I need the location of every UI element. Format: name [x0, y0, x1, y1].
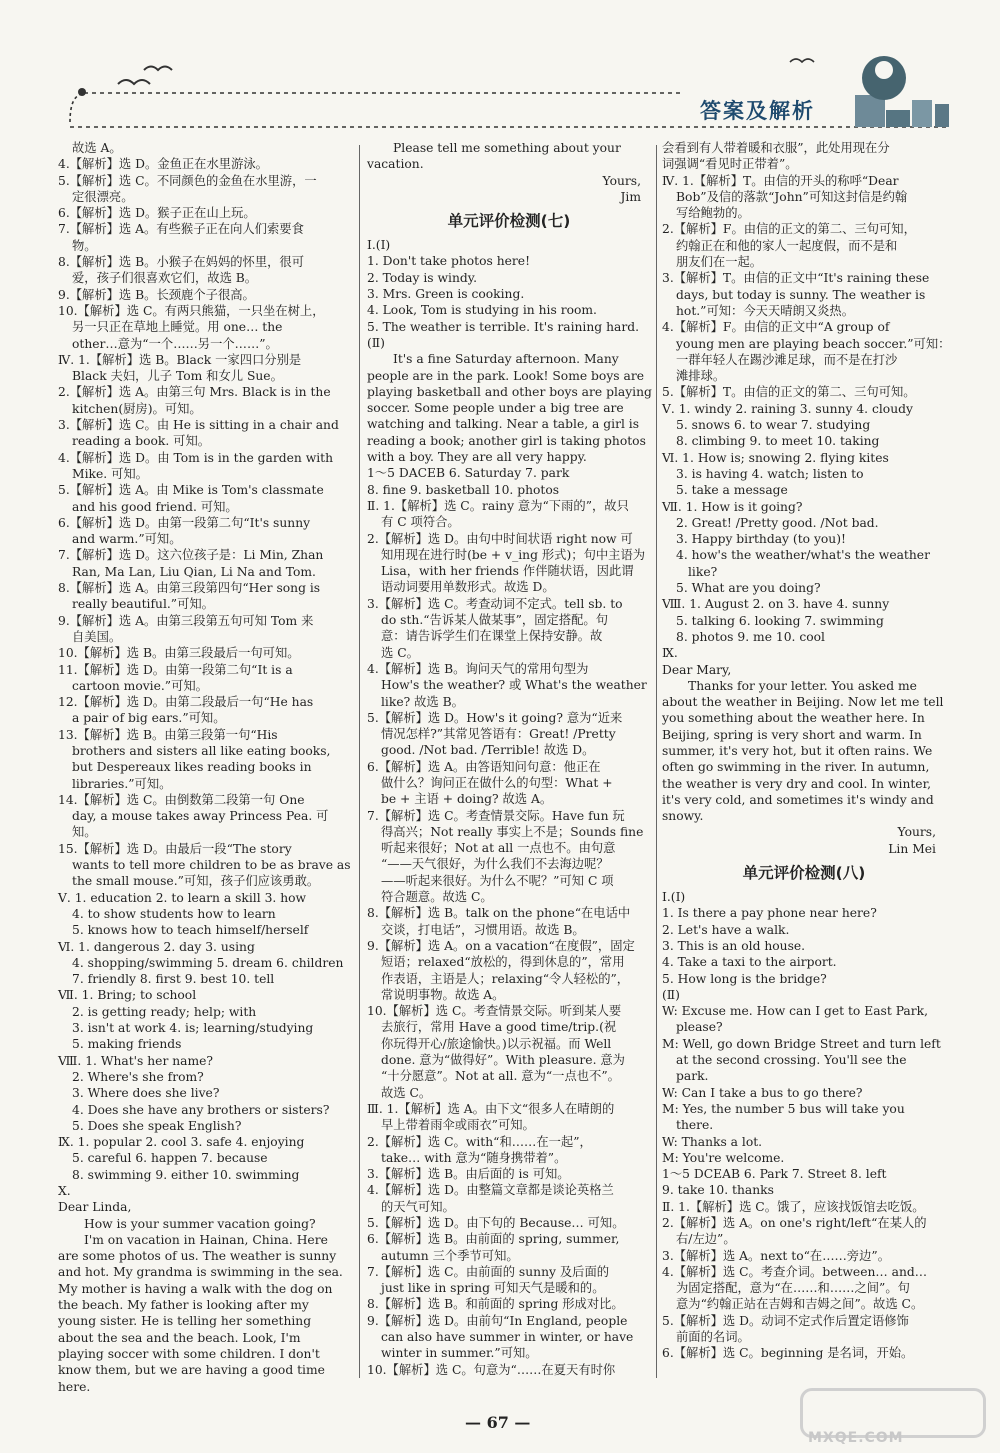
answer-line: and hot. My grandma is swimming in the sea. — [58, 1265, 343, 1280]
answer-line: 词强调“看见时正带着”。 — [662, 157, 798, 172]
answer-line: 14.【解析】选 C。由倒数第二段第一句 One — [58, 792, 305, 807]
answer-line: Ⅴ. 1. windy 2. raining 3. sunny 4. cloudy — [662, 401, 913, 416]
answer-line: 2. Great! /Pretty good. /Not bad. — [676, 515, 879, 530]
answer-line: 5. careful 6. happen 7. because — [72, 1151, 268, 1166]
answer-line: 3.【解析】选 C。由 He is sitting in a chair and — [58, 418, 339, 433]
answer-line: 4. Look, Tom is studying in his room. — [367, 303, 597, 318]
answer-line: 4.【解析】选 B。询问天气的常用句型为 — [367, 661, 589, 676]
answer-line: 5. Does she speak English? — [72, 1118, 242, 1133]
answer-line: 4. Take a taxi to the airport. — [662, 955, 837, 970]
answer-line: 一群年轻人在踢沙滩足球，而不是在打沙 — [676, 352, 898, 367]
answer-line: 4.【解析】选 D。由 Tom is in the garden with — [58, 450, 334, 465]
answer-line: My mother is having a walk with the dog on — [58, 1281, 333, 1296]
answer-line: 7.【解析】选 C。由前面的 sunny 及后面的 — [367, 1264, 610, 1279]
answer-line: 意：请告诉学生们在课堂上保持安静。故 — [381, 629, 603, 644]
answer-line: 另一只正在草地上睡觉。用 one… the — [72, 320, 283, 335]
header-title: 答案及解析 — [700, 99, 815, 123]
answer-line: 符合题意。故选 C。 — [381, 890, 493, 905]
answer-line: 7. friendly 8. first 9. best 10. tell — [72, 972, 275, 987]
answer-line: Bob”及信的落款“John”可知这封信是约翰 — [676, 189, 908, 204]
answer-line: 3.【解析】选 C。考查动词不定式。tell sb. to — [367, 596, 623, 611]
answer-line: other…意为“一个……另一个……”。 — [72, 336, 278, 351]
answer-line: there. — [676, 1118, 714, 1133]
answer-line: 5. take a message — [676, 483, 788, 498]
answer-line: Ⅷ. 1. What's her name? — [58, 1053, 214, 1068]
answer-line: 10.【解析】选 C。考查情景交际。听到某人要 — [367, 1004, 622, 1019]
answer-line: 4. Does she have any brothers or sisters? — [72, 1102, 330, 1117]
answer-line: 12.【解析】选 D。由第二段最后一句“He has — [58, 695, 314, 710]
answer-line: 意为“约翰正站在吉姆和吉姆之间”。故选 C。 — [676, 1297, 924, 1312]
answer-line: 语动词要用单数形式。故选 D。 — [381, 580, 555, 595]
answer-line: libraries.”可知。 — [72, 776, 172, 791]
column-divider — [359, 145, 360, 1378]
answer-line: 8. fine 9. basketball 10. photos — [367, 482, 560, 497]
answer-line: M: Yes, the number 5 bus will take you — [662, 1101, 905, 1116]
answer-line: summer, it's very hot, but it often rains. We — [662, 743, 933, 758]
answer-line: really beautiful.”可知。 — [72, 597, 214, 612]
answer-line: Ⅸ. — [662, 646, 678, 661]
answer-line: young sister. He is telling her something — [58, 1314, 312, 1329]
answer-line: 听起来很好；Not at all 一点也不。由句意 — [381, 841, 616, 856]
answer-line: 2. is getting ready; help; with — [72, 1004, 257, 1019]
answer-line: 15.【解析】选 D。由最后一段“The story — [58, 841, 292, 856]
answer-line: 2. Today is windy. — [367, 270, 477, 285]
answer-line: about the sea and the beach. Look, I'm — [58, 1330, 301, 1345]
answer-line: 滩排球。 — [676, 369, 726, 384]
answer-line: do sth.“告诉某人做某事”，固定搭配。句 — [381, 613, 608, 628]
answer-line: 4. shopping/swimming 5. dream 6. children — [72, 955, 344, 970]
answer-line: 2.【解析】F。由信的正文的第二、三句可知， — [662, 222, 916, 237]
answer-line: 3. isn't at work 4. is; learning/studying — [72, 1021, 314, 1036]
answer-line: like? — [688, 564, 718, 579]
answer-line: Ⅶ. 1. How is it going? — [662, 499, 803, 514]
answer-line: 情况怎样?”其常见答语有：Great! /Pretty — [381, 727, 616, 742]
answer-line: 交谈，打电话”，习惯用语。故选 B。 — [381, 922, 585, 937]
answer-line: cartoon movie.”可知。 — [72, 678, 208, 693]
answer-line: kitchen(厨房)。可知。 — [72, 401, 202, 416]
answer-line: 1～5 DCEAB 6. Park 7. Street 8. left — [662, 1167, 887, 1182]
answer-line: Black 夫妇，儿子 Tom 和女儿 Sue。 — [72, 369, 283, 384]
answer-line: 7.【解析】选 D。这六位孩子是：Li Min, Zhan — [58, 548, 324, 563]
answer-line: 5. The weather is terrible. It's raining hard. — [367, 319, 639, 334]
answer-line: 选 C。 — [381, 645, 419, 660]
answer-line: W: Thanks a lot. — [662, 1134, 763, 1149]
answer-line: 3. This is an old house. — [662, 938, 806, 953]
answer-line: 5. snows 6. to wear 7. studying — [676, 418, 871, 433]
answer-line: playing basketball and other boys are playing — [367, 384, 652, 399]
answer-column-2 — [367, 140, 651, 1383]
answer-line: playing soccer with some children. I don't — [58, 1346, 320, 1361]
answer-line: a pair of big ears.”可知。 — [72, 711, 226, 726]
answer-line: at the second crossing. You'll see the — [676, 1053, 907, 1068]
answer-line: Mike. 可知。 — [72, 466, 148, 481]
answer-line: the beach. My father is looking after my — [58, 1298, 309, 1313]
answer-line: 3.【解析】选 A。next to“在……旁边”。 — [662, 1248, 890, 1263]
answer-line: 4. how's the weather/what's the weather — [676, 548, 930, 563]
answer-line: Ⅹ. — [58, 1184, 71, 1198]
answer-line: How's the weather? 或 What's the weather — [381, 678, 647, 693]
answer-line: good. /Not bad. /Terrible! 故选 D。 — [381, 743, 595, 758]
answer-line: 短语；relaxed“放松的，得到休息的”，常用 — [381, 955, 625, 970]
answer-line: 8. climbing 9. to meet 10. taking — [676, 434, 880, 449]
answer-line: it's very cold, and sometimes it's windy and — [662, 792, 934, 807]
answer-line: 5. How long is the bridge? — [662, 971, 827, 986]
answer-line: with a boy. They are all very happy. — [367, 450, 587, 465]
answer-line: ——听起来很好。为什么不呢？”可知 C 项 — [381, 873, 614, 888]
answer-line: M: You're welcome. — [662, 1150, 785, 1165]
answer-line: 为固定搭配，意为“在……和……之间”。句 — [676, 1281, 910, 1296]
answer-line: day, a mouse takes away Princess Pea. 可 — [72, 809, 329, 824]
answer-line: 6.【解析】选 D。猴子正在山上玩。 — [58, 206, 256, 221]
answer-line: 早上带着雨伞或雨衣”可知。 — [381, 1118, 535, 1133]
answer-line: Ⅵ. 1. How is; snowing 2. flying kites — [662, 450, 889, 465]
answer-line: It's a fine Saturday afternoon. Many — [393, 352, 619, 367]
answer-line: young men are playing beach soccer.”可知： — [676, 336, 951, 351]
answer-line: Beijing, spring is very short and warm. In — [662, 727, 922, 742]
answer-line: 常说明事物。故选 A。 — [381, 987, 505, 1002]
answer-line: 3. Happy birthday (to you)! — [676, 532, 846, 547]
answer-line: soccer. Some people under a big tree are — [367, 401, 624, 416]
answer-line: here. — [58, 1379, 91, 1394]
answer-line: 3. is having 4. watch; listen to — [676, 466, 864, 481]
header-decoration — [0, 0, 1000, 140]
answer-line: 5.【解析】T。由信的正文的第二、三句可知。 — [662, 385, 916, 400]
answer-line: Yours, — [602, 173, 641, 188]
answer-line: just like in spring 可知天气是暖和的。 — [381, 1281, 605, 1296]
answer-line: about the weather in Beijing. Now let me tell — [662, 695, 944, 710]
answer-line: 朋友们在一起。 — [676, 255, 763, 270]
answer-line: 8.【解析】选 B。和前面的 spring 形成对比。 — [367, 1297, 624, 1312]
answer-line: 4.【解析】选 D。金鱼正在水里游泳。 — [58, 157, 268, 172]
answer-line: Ran, Ma Lan, Liu Qian, Li Na and Tom. — [72, 564, 316, 579]
answer-line: watching and talking. Near a table, a girl is — [367, 417, 640, 432]
answer-line: 前面的名词。 — [676, 1330, 750, 1345]
answer-line: 定很漂亮。 — [72, 189, 134, 204]
answer-line: 故选 A。 — [72, 141, 122, 155]
answer-line: Ⅳ. 1.【解析】选 B。Black 一家四口分别是 — [58, 352, 302, 367]
answer-line: 6.【解析】选 C。beginning 是名词，开始。 — [662, 1346, 914, 1361]
answer-line: 3. Mrs. Green is cooking. — [367, 287, 525, 302]
answer-line: 1. Don't take photos here! — [367, 254, 531, 269]
answer-line: 作表语，主语是人；relaxing“令人轻松的”， — [381, 971, 630, 986]
answer-line: 5.【解析】选 D。由下句的 Because… 可知。 — [367, 1216, 625, 1230]
answer-line: days, but today is sunny. The weather is — [676, 287, 926, 302]
answer-line: Lisa，with her friends 作伴随状语，因此谓 — [381, 564, 634, 579]
answer-line: Dear Linda, — [58, 1200, 132, 1215]
answer-line: 4.【解析】选 C。考查介词。between… and… — [662, 1264, 928, 1279]
answer-line: snowy. — [662, 809, 704, 824]
answer-line: 4.【解析】F。由信的正文中“A group of — [662, 320, 890, 335]
answer-line: people are in the park. Look! Some boys are — [367, 368, 644, 383]
answer-line: 6.【解析】选 B。由前面的 spring, summer, — [367, 1232, 620, 1247]
answer-line: Ⅱ. 1.【解析】选 C。饿了，应该找饭馆去吃饭。 — [662, 1199, 925, 1214]
answer-line: Please tell me something about your — [393, 141, 621, 155]
watermark-logo — [800, 1388, 980, 1444]
answer-line: 6.【解析】选 D。由第一段第二句“It's sunny — [58, 515, 311, 530]
answer-line: Ⅶ. 1. Bring; to school — [58, 988, 197, 1003]
answer-line: Ⅸ. 1. popular 2. cool 3. safe 4. enjoying — [58, 1135, 305, 1150]
answer-line: 1～5 DACEB 6. Saturday 7. park — [367, 466, 570, 481]
answer-line: I'm on vacation in Hainan, China. Here — [84, 1232, 328, 1247]
answer-line: 5. What are you doing? — [676, 581, 821, 596]
answer-line: 2.【解析】选 D。由句中时间状语 right now 可 — [367, 531, 633, 546]
answer-line: 1. Is there a pay phone near here? — [662, 906, 877, 921]
page-number: — 67 — — [465, 1413, 531, 1432]
answer-line: winter in summer.”可知。 — [381, 1346, 538, 1361]
answer-line: 你玩得开心/旅途愉快。)以示祝福。而 Well — [381, 1036, 612, 1051]
answer-line: 知。 — [72, 825, 97, 840]
answer-line: 9.【解析】选 D。由前句“In England, people — [367, 1313, 628, 1328]
answer-line: and warm.”可知。 — [72, 532, 182, 547]
answer-line: Ⅰ.(Ⅰ) — [662, 890, 686, 905]
answer-line: “十分愿意”。Not at all. 意为“一点也不”。 — [381, 1069, 620, 1084]
answer-line: 7.【解析】选 C。考查情景交际。Have fun 玩 — [367, 808, 625, 823]
answer-line: 5. making friends — [72, 1037, 182, 1052]
answer-line: Dear Mary, — [662, 662, 732, 677]
answer-line: 知用现在进行时(be + v_ing 形式)；句中主语为 — [381, 547, 646, 562]
answer-line: 故选 C。 — [381, 1085, 432, 1100]
answer-line: M: Well, go down Bridge Street and turn left — [662, 1036, 941, 1051]
answer-line: reading a book. 可知。 — [72, 434, 211, 449]
answer-line: 2.【解析】选 C。with“和……在一起”， — [367, 1134, 592, 1149]
answer-line: often go swimming in the river. In autumn, — [662, 760, 930, 775]
answer-line: Jim — [620, 189, 641, 204]
answer-line: 去旅行，常用 Have a good time/trip.(祝 — [381, 1020, 617, 1035]
answer-line: Ⅵ. 1. dangerous 2. day 3. using — [58, 939, 255, 954]
answer-line: please? — [676, 1020, 723, 1035]
answer-line: 右/左边”。 — [676, 1232, 736, 1247]
answer-line: 9. take 10. thanks — [662, 1183, 774, 1198]
answer-line: wants to tell more children to be as brave as — [72, 858, 351, 873]
answer-line: the small mouse.”可知，孩子们应该勇敢。 — [72, 874, 320, 889]
answer-column-1 — [58, 140, 351, 1394]
answer-line: brothers and sisters all like eating books, — [72, 743, 331, 758]
page-header — [0, 0, 1000, 140]
answer-line: How is your summer vacation going? — [84, 1216, 316, 1231]
answer-line: 9.【解析】选 A。由第三段第五句可知 Tom 来 — [58, 613, 314, 628]
answer-line: 8.【解析】选 B。小猴子在妈妈的怀里，很可 — [58, 255, 305, 270]
answer-line: 8.【解析】选 A。由第三段第四句“Her song is — [58, 581, 321, 596]
answer-line: 会看到有人带着暖和衣服”，此处用现在分 — [662, 141, 890, 155]
answer-line: 3.【解析】选 B。由后面的 is 可知。 — [367, 1167, 570, 1182]
answer-line: done. 意为“做得好”。With pleasure. 意为 — [381, 1053, 625, 1068]
answer-line: and his good friend. 可知。 — [72, 499, 238, 514]
answer-line: 10.【解析】选 B。由第三段最后一句可知。 — [58, 646, 300, 661]
answer-line: 5.【解析】选 D。How's it going? 意为“近来 — [367, 710, 623, 725]
answer-line: 得高兴；Not really 事实上不是；Sounds fine — [381, 824, 644, 839]
answer-line: (Ⅱ) — [662, 987, 680, 1002]
answer-line: 2.【解析】选 A。由第三句 Mrs. Black is in the — [58, 385, 331, 400]
answer-line: 4. to show students how to learn — [72, 906, 276, 921]
answer-line: Ⅴ. 1. education 2. to learn a skill 3. how — [58, 890, 307, 905]
answer-line: are some photos of us. The weather is sunny — [58, 1249, 337, 1264]
answer-line: W: Can I take a bus to go there? — [662, 1085, 863, 1100]
answer-line: can also have summer in winter, or have — [381, 1330, 634, 1345]
answer-line: 有 C 项符合。 — [381, 515, 460, 530]
watermark-text: MXQE.COM — [808, 1430, 904, 1446]
answer-line: reading a book; another girl is taking photos — [367, 433, 646, 448]
answer-line: 10.【解析】选 C。句意为“……在夏天有时你 — [367, 1362, 616, 1377]
answer-line: 的天气可知。 — [381, 1199, 455, 1214]
answer-line: 物。 — [72, 238, 97, 253]
answer-line: 13.【解析】选 B。由第三段第一句“His — [58, 727, 278, 742]
answer-line: “——天气很好，为什么我们不去海边呢？ — [381, 857, 609, 872]
answer-line: Ⅳ. 1.【解析】T。由信的开头的称呼“Dear — [662, 173, 899, 188]
answer-line: 9.【解析】选 B。长颈鹿个子很高。 — [58, 287, 255, 302]
answer-line: 约翰正在和他的家人一起度假，而不是和 — [676, 238, 898, 253]
answer-line: you something about the weather here. In — [662, 711, 925, 726]
answer-line: Ⅱ. 1.【解析】选 C。rainy 意为“下雨的”，故只 — [367, 498, 629, 513]
answer-line: like? 故选 B。 — [381, 694, 464, 709]
answer-column-3 — [662, 140, 951, 1383]
answer-line: 写给鲍勃的。 — [676, 206, 750, 221]
answer-line: 2.【解析】选 A。on one's right/left“在某人的 — [662, 1216, 927, 1230]
answer-line: hot.”可知：今天天晴朗又炎热。 — [676, 303, 855, 318]
answer-line: know them, but we are having a good time — [58, 1363, 325, 1378]
answer-line: park. — [676, 1069, 709, 1084]
answer-line: 8.【解析】选 B。talk on the phone“在电话中 — [367, 906, 631, 921]
answer-line: Thanks for your letter. You asked me — [688, 678, 917, 693]
answer-line: W: Excuse me. How can I get to East Park, — [662, 1004, 928, 1019]
answer-line: 做什么？询问正在做什么的句型：What + — [381, 775, 613, 790]
answer-line: 3. Where does she live? — [72, 1086, 220, 1101]
answer-line: 5.【解析】选 C。不同颜色的金鱼在水里游，一 — [58, 173, 317, 188]
column-divider — [656, 145, 657, 1378]
answer-line: 7.【解析】选 A。有些猴子正在向人们索要食 — [58, 222, 304, 237]
answer-line: Yours, — [897, 825, 936, 840]
answer-line: 4.【解析】选 D。由整篇文章都是谈论英格兰 — [367, 1183, 614, 1198]
answer-line: 5.【解析】选 D。动词不定式作后置定语修饰 — [662, 1313, 909, 1328]
answer-line: 11.【解析】选 D。由第一段第二句“It is a — [58, 662, 293, 677]
answer-line: vacation. — [367, 157, 424, 172]
answer-line: 2. Let's have a walk. — [662, 922, 790, 937]
answer-line: Lin Mei — [888, 841, 936, 856]
answer-line: 3.【解析】T。由信的正文中“It's raining these — [662, 271, 930, 286]
answer-line: the weather is very dry and cool. In winter, — [662, 776, 932, 791]
answer-line: Ⅷ. 1. August 2. on 3. have 4. sunny — [662, 597, 890, 612]
answer-line: 8. photos 9. me 10. cool — [676, 629, 825, 644]
answer-line: 9.【解析】选 A。on a vacation“在度假”，固定 — [367, 938, 635, 953]
answer-line: 2. Where's she from? — [72, 1069, 204, 1084]
answer-line: 5. knows how to teach himself/herself — [72, 923, 309, 938]
answer-line: Ⅰ.(Ⅰ) — [367, 238, 391, 253]
answer-line: (Ⅱ) — [367, 335, 385, 350]
answer-line: 6.【解析】选 A。由答语知问句意：他正在 — [367, 759, 601, 774]
answer-line: 5. talking 6. looking 7. swimming — [676, 613, 884, 628]
answer-line: 10.【解析】选 C。有两只熊猫，一只坐在树上， — [58, 303, 325, 318]
answer-line: autumn 三个季节可知。 — [381, 1248, 519, 1263]
answer-line: Ⅲ. 1.【解析】选 A。由下文“很多人在晴朗的 — [367, 1101, 615, 1116]
answer-line: be + 主语 + doing? 故选 A。 — [381, 792, 553, 807]
answer-line: 8. swimming 9. either 10. swimming — [72, 1167, 300, 1182]
answer-line: 自美国。 — [72, 629, 122, 644]
section-heading: 单元评价检测(七) — [447, 212, 571, 231]
answer-line: 5.【解析】选 A。由 Mike is Tom's classmate — [58, 483, 324, 498]
answer-line: but Despereaux likes reading books in — [72, 760, 312, 775]
section-heading: 单元评价检测(八) — [742, 864, 866, 883]
answer-line: take… with 意为“随身携带着”。 — [381, 1150, 567, 1165]
answer-line: 爱，孩子们很喜欢它们，故选 B。 — [72, 271, 258, 286]
